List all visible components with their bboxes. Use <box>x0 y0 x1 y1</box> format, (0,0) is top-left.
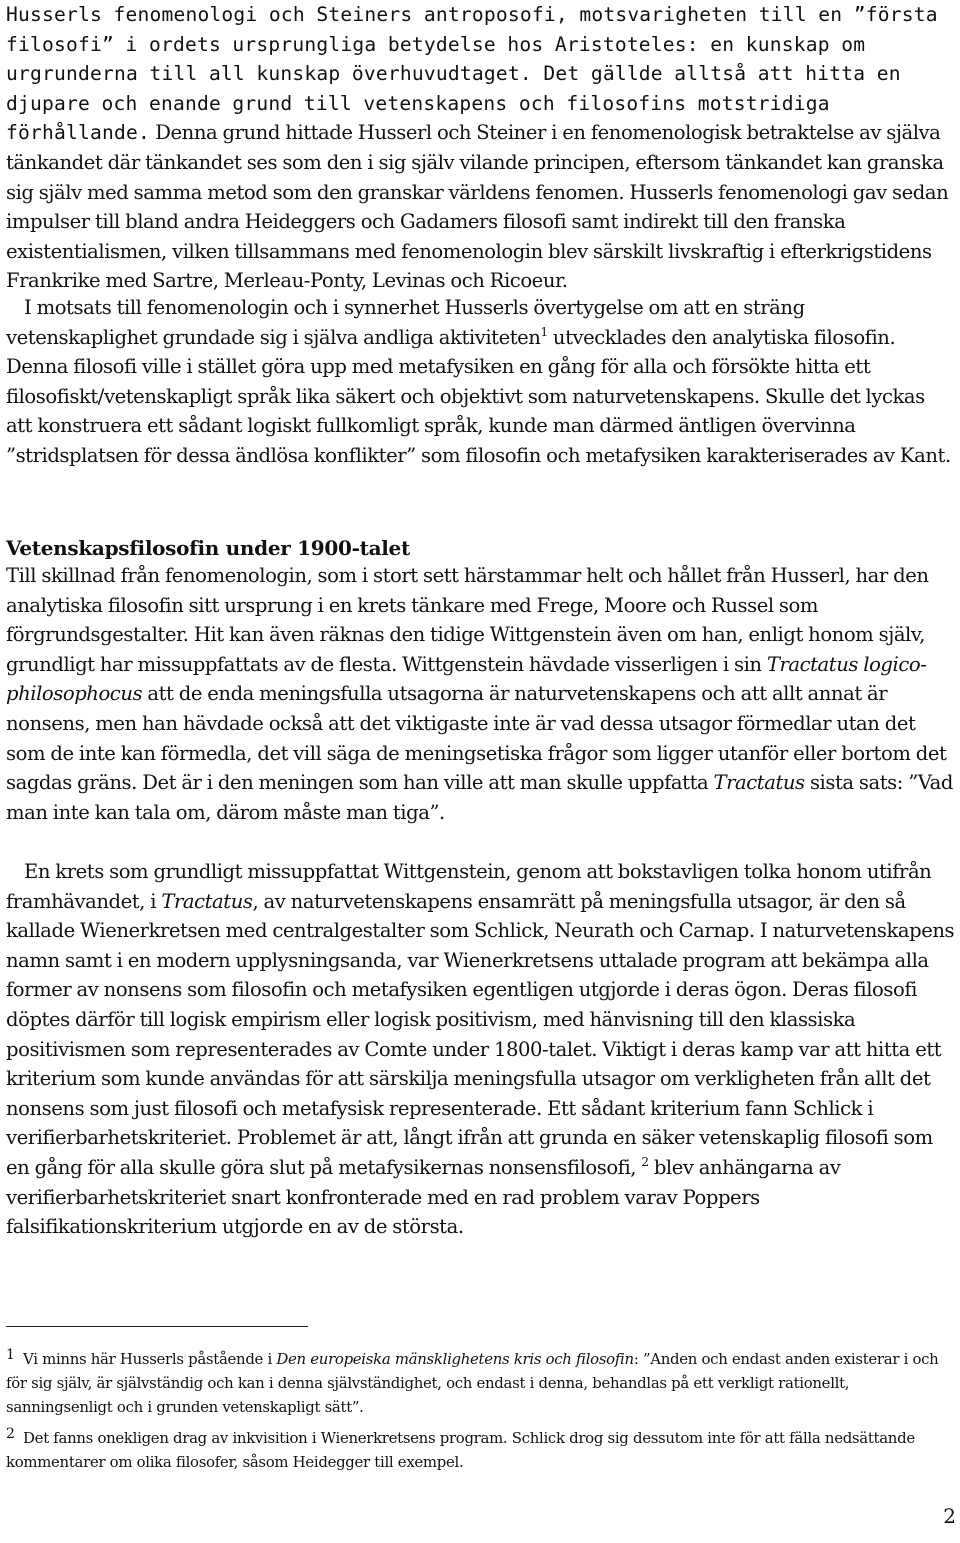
paragraph-1-text-2: Husserls fenomenologi gav sedan impulser till bland andra Heideggers och Gadamers filosofi samt indirekt till den franska existentialismen, vilken tillsammans med fenomenologin blev särskilt livskraftig i efterkrigstidens Frankrike med Sartre, Merleau-Ponty, Levinas och Ricoeur. <box>6 180 949 293</box>
footnote-ref-1[interactable]: 1 <box>540 324 548 339</box>
paragraph-1-text: Denna grund hittade Husserl och Steiner i en fenomenologisk betraktelse av själva tänkandet där tänkandet ses som den i sig själv vilande principen, eftersom tänkandet kan granska sig själv med samma metod som den granskar världens fenomen. <box>6 121 944 204</box>
footnote-2-number: 2 <box>6 1426 15 1442</box>
tractatus-short-title: Tractatus <box>713 771 805 795</box>
paragraph-4-text-a: En krets som grundligt missuppfattat Wittgenstein, genom att bokstavligen tolka honom utifrån framhävandet, i <box>6 860 932 913</box>
paragraph-3 <box>6 561 956 827</box>
footnote-1-number: 1 <box>6 1347 15 1363</box>
paragraph-3-text-b: att de enda meningsfulla utsagorna är naturvetenskapens och att allt annat är nonsens, men han hävdade också att det viktigaste inte är vad dessa utsagor förmedlar utan det som de inte kan förmedla, det vill säga de meningsetiska frågor som ligger utanför eller bortom det sagdas gräns. Det är i den meningen som han ville att man skulle uppfatta <box>6 682 947 795</box>
paragraph-4-text-b: , av naturvetenskapens ensamrätt på meningsfulla utsagor, är den så kallade Wienerkretsen med centralgestalter som Schlick, Neurath och Carnap. I naturvetenskapens namn samt i en modern upplysningsanda, var Wienerkretsens uttalade program att bekämpa alla former av nonsens som filosofin och metafysiken egentligen utgjorde i deras ögon. Deras filosofi döptes därför till logisk empirism eller logisk positivism, med hänvisning till den klassiska positivismen som representerades av Comte under 1800-talet. Viktigt i deras kamp var att hitta ett kriterium som kunde användas för att särskilja meningsfulla utsagor om verkligheten från allt det nonsens som just filosofi och metafysisk representerade. Ett sådant kriterium fann Schlick i verifierbarhetskriteriet. Problemet är att, långt ifrån att grunda en säker vetenskaplig filosofi som en gång för alla skulle göra slut på metafysikernas nonsensfilosofi, <box>6 889 955 1179</box>
paragraph-3-text-c: sista sats: ”Vad man inte kan tala om, därom måste man tiga”. <box>6 771 953 824</box>
paragraph-2-text-b: utvecklades den analytiska filosofin. Denna filosofi ville i stället göra upp med metafysiken en gång för alla och försökte hitta ett filosofiskt/vetenskapligt språk lika säkert och objektivt som naturvetenskapens. Skulle det lyckas att konstruera ett sådant logiskt fullkomligt språk, kunde man därmed äntligen övervinna ”stridsplatsen för dessa ändlösa konflikter” som filosofin och metafysiken karakteriserades av Kant. <box>6 325 951 467</box>
paragraph-2-text-a: I motsats till fenomenologin och i synnerhet Husserls övertygelse om att en sträng vetenskaplighet grundade sig i själva andliga aktiviteten <box>6 296 805 349</box>
paragraph-4 <box>6 857 956 1242</box>
tractatus-title: Tractatus logico-philosophocus <box>6 652 927 706</box>
footnote-1-book-title: Den europeiska mänsklighetens kris och filosofin <box>276 1350 634 1368</box>
paragraph-2 <box>6 293 956 471</box>
paragraph-3-text-a: Till skillnad från fenomenologin, som i stort sett härstammar helt och hållet från Husserl, har den analytiska filosofin sitt ursprung i en krets tänkare med Frege, Moore och Russel som förgrundsgestalter. Hit kan även räknas den tidige Wittgenstein även om han, enligt honom själv, grundligt har missuppfattats av de flesta. Wittgenstein hävdade visserligen i sin <box>6 564 929 676</box>
footnote-ref-2[interactable]: 2 <box>641 1154 649 1169</box>
footnote-2-text: Det fanns onekligen drag av inkvisition i Wienerkretsens program. Schlick drog sig dessutom inte för att fälla nedsättande kommentarer om olika filosofer, såsom Heidegger till exempel. <box>6 1429 915 1472</box>
paragraph-1-opening: Husserls fenomenologi och Steiners antroposofi, motsvarigheten till en ”första filosofi” i ordets ursprungliga betydelse hos Aristoteles: en kunskap om urgrunderna till all kunskap överhuvudtaget. Det gällde alltså att hitta en djupare och enande grund till vetenskapens och filosofins motstridiga förhållande. <box>6 3 938 145</box>
tractatus-short-title-2: Tractatus <box>161 889 253 913</box>
footnote-divider <box>6 1326 308 1327</box>
page-number: 2 <box>943 1504 956 1528</box>
footnote-2 <box>6 1422 956 1474</box>
paragraph-4-text-c: blev anhängarna av verifierbarhetskriteriet snart konfronterade med en rad problem varav Poppers falsifikationskriterium utgjorde en av de största. <box>6 1155 841 1239</box>
footnote-1-text-b: : ”Anden och endast anden existerar i och för sig själv, är självständig och kan i denna självständighet, och endast i denna, behandlas på ett verkligt rationellt, sanningsenligt och i grunden vetenskapligt sätt”. <box>6 1350 939 1417</box>
footnote-1 <box>6 1343 956 1420</box>
footnote-1-text-a: Vi minns här Husserls påstående i <box>18 1350 277 1368</box>
section-heading: Vetenskapsfilosofin under 1900-talet <box>6 536 410 560</box>
paragraph-1 <box>6 0 956 296</box>
